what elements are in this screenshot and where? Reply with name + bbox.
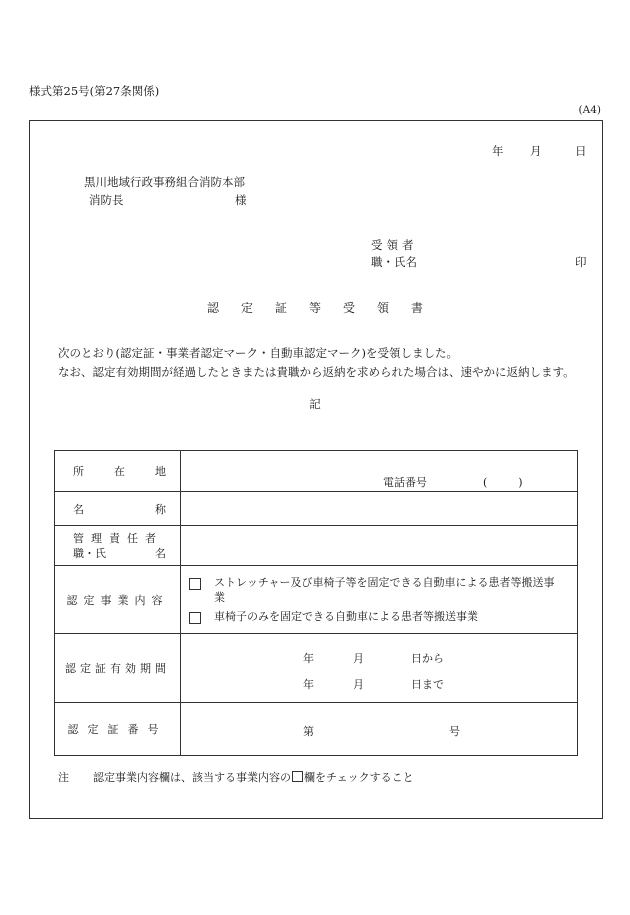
business-option-2-label: 車椅子のみを固定できる自動車による患者等搬送事業 bbox=[214, 610, 478, 623]
manager-label-part: 名 bbox=[155, 546, 166, 560]
cert-number-suffix: 号 bbox=[449, 725, 460, 738]
table-row-location bbox=[55, 451, 578, 492]
validity-to-suffix: 日まで bbox=[411, 678, 444, 691]
location-label bbox=[55, 451, 181, 492]
checkbox-stretcher[interactable] bbox=[189, 578, 201, 590]
document-title: 認定証等受領書 bbox=[206, 301, 445, 315]
cert-number-label-text: 認定証番号 bbox=[67, 723, 168, 736]
date-year: 年 bbox=[492, 144, 504, 158]
cert-number-prefix: 第 bbox=[303, 725, 314, 738]
business-option-2[interactable] bbox=[181, 609, 577, 624]
validity-from-year: 年 bbox=[303, 652, 314, 665]
note-text-after: 欄をチェックすること bbox=[304, 771, 414, 784]
manager-label bbox=[55, 526, 181, 566]
addressee-organization: 黒川地域行政事務組合消防本部 bbox=[84, 175, 245, 189]
phone-paren: ( ) bbox=[483, 476, 533, 489]
note-checkbox-icon bbox=[292, 771, 303, 782]
name-label-char: 名 bbox=[73, 502, 84, 516]
seal-mark: 印 bbox=[575, 255, 587, 269]
validity-from-suffix: 日から bbox=[411, 652, 444, 665]
addressee-chief: 消防長 bbox=[89, 193, 124, 207]
business-options bbox=[181, 566, 578, 634]
note-mark: 注 bbox=[58, 771, 69, 784]
name-label bbox=[55, 492, 181, 526]
recipient-label: 受領者 bbox=[371, 238, 418, 252]
manager-field[interactable] bbox=[181, 526, 578, 566]
note-line bbox=[58, 771, 414, 783]
business-label bbox=[55, 566, 181, 634]
cert-number-label bbox=[55, 703, 181, 756]
location-field[interactable] bbox=[181, 451, 578, 492]
note-text-before: 認定事業内容欄は、該当する事業内容の bbox=[93, 771, 291, 784]
validity-to-year: 年 bbox=[303, 678, 314, 691]
validity-label-text: 認定証有効期間 bbox=[65, 662, 170, 675]
business-option-1-label: ストレッチャー及び車椅子等を固定できる自動車による患者等搬送事業 bbox=[214, 576, 555, 604]
phone-label: 電話番号 bbox=[383, 476, 427, 489]
validity-to-month: 月 bbox=[353, 678, 364, 691]
location-label-char: 在 bbox=[114, 465, 125, 478]
table-row-cert-number bbox=[55, 703, 578, 756]
validity-field[interactable] bbox=[181, 634, 578, 703]
cert-number-field[interactable] bbox=[181, 703, 578, 756]
date-day: 日 bbox=[575, 144, 587, 158]
location-label-char: 所 bbox=[73, 465, 84, 478]
validity-from-month: 月 bbox=[353, 652, 364, 665]
date-month: 月 bbox=[530, 144, 542, 158]
name-label-char: 称 bbox=[155, 502, 166, 516]
table-row-validity bbox=[55, 634, 578, 703]
paper-size-label: (A4) bbox=[578, 104, 601, 116]
addressee-honorific: 様 bbox=[235, 193, 247, 207]
validity-label bbox=[55, 634, 181, 703]
business-option-1[interactable] bbox=[181, 575, 577, 605]
manager-label-part: 職・氏 bbox=[73, 546, 106, 560]
name-field[interactable] bbox=[181, 492, 578, 526]
manager-label-line1: 管理責任者 bbox=[73, 531, 163, 545]
body-text-line-1: 次のとおり(認定証・事業者認定マーク・自動車認定マーク)を受領しました。 bbox=[58, 346, 458, 360]
business-label-text: 認定事業内容 bbox=[66, 593, 169, 607]
form-number: 様式第25号(第27条関係) bbox=[29, 84, 160, 98]
table-row-business bbox=[55, 566, 578, 634]
checkbox-wheelchair[interactable] bbox=[189, 612, 201, 624]
table-row-name bbox=[55, 492, 578, 526]
body-text-line-2: なお、認定有効期間が経過したときまたは貴職から返納を求められた場合は、速やかに返納します。 bbox=[58, 365, 575, 379]
ki-heading: 記 bbox=[309, 397, 321, 411]
recipient-name-label: 職・氏名 bbox=[371, 255, 417, 269]
detail-table bbox=[54, 450, 578, 756]
table-row-manager bbox=[55, 526, 578, 566]
location-label-char: 地 bbox=[155, 465, 166, 478]
